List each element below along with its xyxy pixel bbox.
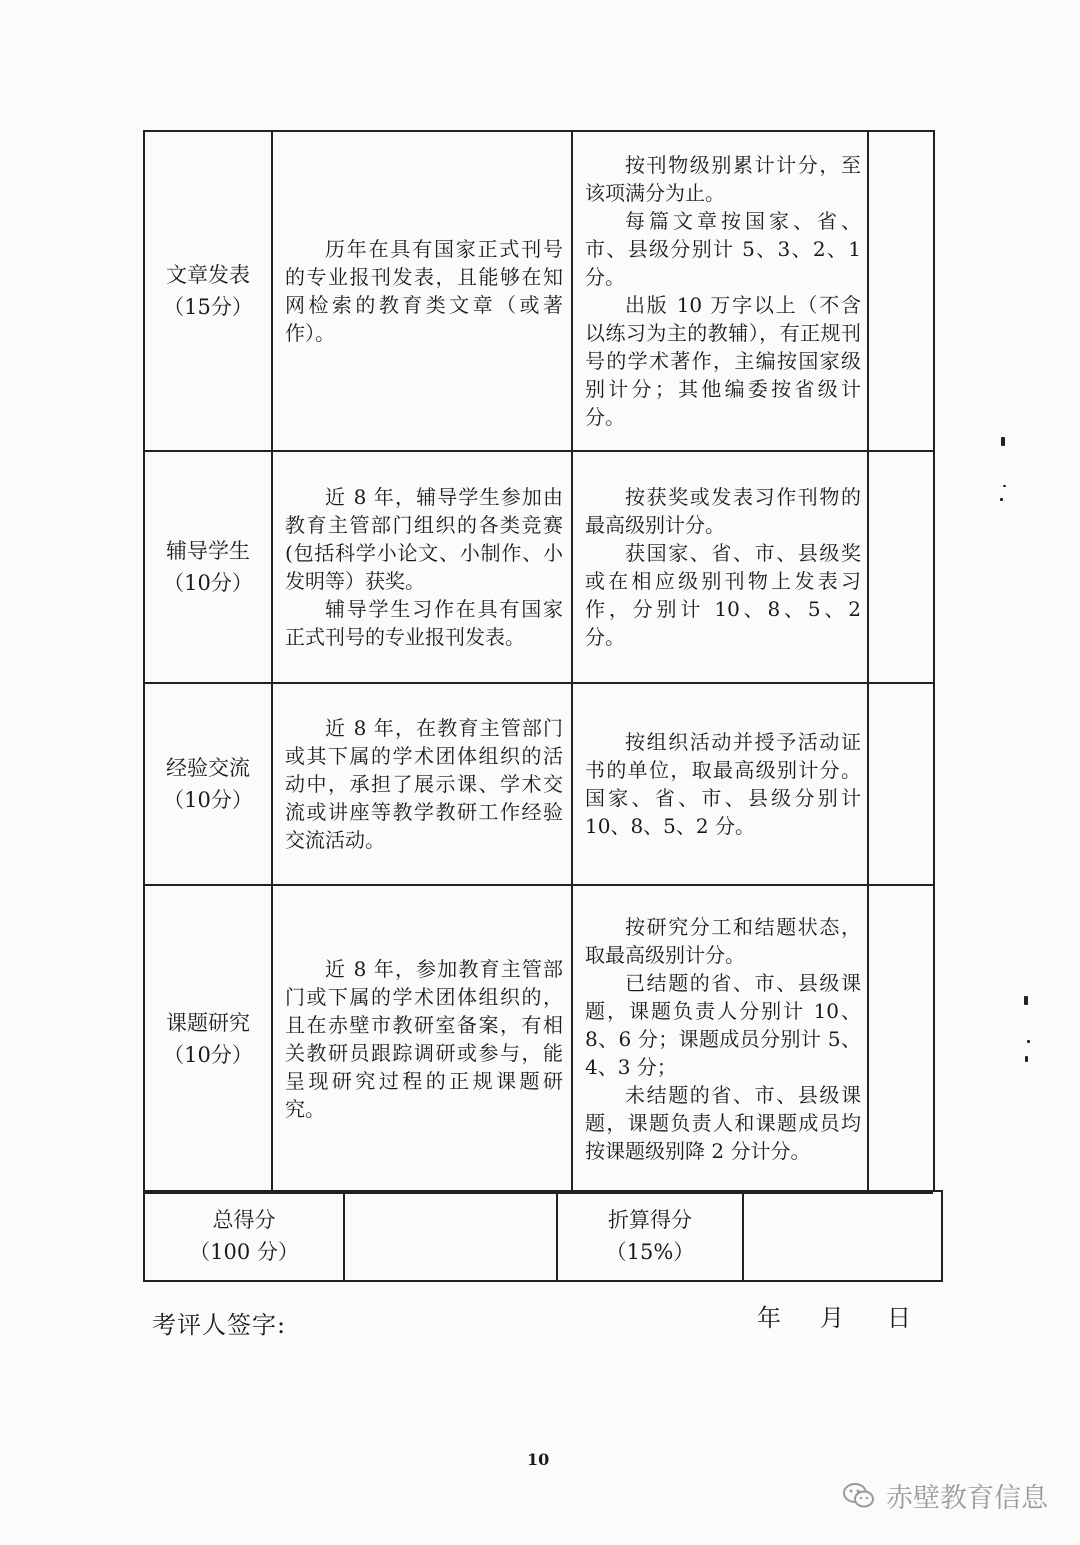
scoring-text: 按组织活动并授予活动证书的单位，取最高级别计分。国家、省、市、县级分别计 10、8、5、2 分。 <box>585 730 861 838</box>
requirement-text: 近 8 年，在教育主管部门或其下属的学术团体组织的活动中，承担了展示课、学术交流或讲座等教学教研工作经验交流活动。 <box>285 716 563 852</box>
requirement-cell <box>273 684 573 884</box>
total-score-title: 总得分 <box>212 1208 276 1232</box>
total-score-points: （100 分） <box>189 1240 299 1264</box>
category-cell <box>145 684 273 884</box>
requirement-text: 辅导学生习作在具有国家正式刊号的专业报刊发表。 <box>285 597 563 649</box>
requirement-cell <box>273 452 573 682</box>
category-name: 经验交流 <box>165 756 250 780</box>
score-cell <box>869 886 933 1192</box>
category-points: （10分） <box>163 788 253 812</box>
scoring-cell <box>573 886 869 1192</box>
scoring-text: 未结题的省、市、县级课题，课题负责人和课题成员均按课题级别降 2 分计分。 <box>585 1083 861 1163</box>
category-cell <box>145 452 273 682</box>
scoring-text: 按获奖或发表习作刊物的最高级别计分。 <box>585 485 861 537</box>
scoring-text: 每篇文章按国家、省、市、县级分别计 5、3、2、1 分。 <box>585 209 861 289</box>
category-cell <box>145 886 273 1192</box>
scoring-cell <box>573 132 869 450</box>
page-number: 10 <box>527 1450 550 1469</box>
converted-score-field[interactable] <box>744 1192 941 1280</box>
scan-speck <box>1025 1056 1028 1062</box>
score-cell <box>869 132 933 450</box>
score-cell <box>869 452 933 682</box>
scoring-text: 获国家、省、市、县级奖或在相应级别刊物上发表习作，分别计 10、8、5、2 分。 <box>585 541 861 649</box>
category-cell <box>145 132 273 450</box>
category-points: （10分） <box>163 1043 253 1067</box>
scan-speck <box>1000 498 1003 501</box>
requirement-text: 历年在具有国家正式刊号的专业报刊发表，且能够在知网检索的教育类文章（或著作）。 <box>285 237 563 345</box>
category-points: （15分） <box>163 295 253 319</box>
requirement-cell <box>273 886 573 1192</box>
score-cell <box>869 684 933 884</box>
converted-score-percent: （15%） <box>605 1240 695 1264</box>
scoring-text: 已结题的省、市、县级课题，课题负责人分别计 10、8、6 分；课题成员分别计 5、4、3 分； <box>585 971 861 1079</box>
scan-speck <box>1024 996 1028 1005</box>
category-name: 课题研究 <box>165 1011 250 1035</box>
scoring-cell <box>573 452 869 682</box>
date-day-label: 日 <box>887 1304 911 1332</box>
requirement-text: 近 8 年，辅导学生参加由教育主管部门组织的各类竞赛(包括科学小论文、小制作、小发明等）获奖。 <box>285 485 563 593</box>
date-year-label: 年 <box>757 1304 781 1332</box>
wechat-icon <box>842 1482 876 1510</box>
signature-label: 考评人签字: <box>152 1311 287 1339</box>
requirement-text: 近 8 年，参加教育主管部门或下属的学术团体组织的，且在赤壁市教研室备案，有相关教研员跟踪调研或参与，能呈现研究过程的正规课题研究。 <box>285 957 563 1121</box>
scan-speck <box>1003 485 1006 487</box>
scoring-text: 出版 10 万字以上（不含以练习为主的教辅），有正规刊号的学术著作，主编按国家级别计分；其他编委按省级计分。 <box>585 293 861 429</box>
scoring-text: 按研究分工和结题状态，取最高级别计分。 <box>585 915 861 967</box>
watermark-text: 赤壁教育信息 <box>886 1483 1048 1514</box>
scan-speck <box>1001 437 1005 446</box>
total-score-field[interactable] <box>345 1192 558 1280</box>
date-month-label: 月 <box>820 1304 844 1332</box>
table-row <box>145 684 933 886</box>
table-row <box>145 886 933 1194</box>
scan-speck <box>1027 1040 1030 1043</box>
total-score-label <box>145 1192 345 1280</box>
watermark <box>842 1476 1048 1515</box>
criteria-table <box>143 130 935 1192</box>
category-name: 文章发表 <box>165 263 250 287</box>
scoring-text: 按刊物级别累计计分，至该项满分为止。 <box>585 153 861 205</box>
converted-score-title: 折算得分 <box>608 1208 692 1232</box>
totals-row <box>143 1190 943 1282</box>
table-row <box>145 452 933 684</box>
category-name: 辅导学生 <box>165 539 250 563</box>
converted-score-label <box>558 1192 744 1280</box>
requirement-cell <box>273 132 573 450</box>
scoring-cell <box>573 684 869 884</box>
table-row <box>145 132 933 452</box>
category-points: （10分） <box>163 571 253 595</box>
